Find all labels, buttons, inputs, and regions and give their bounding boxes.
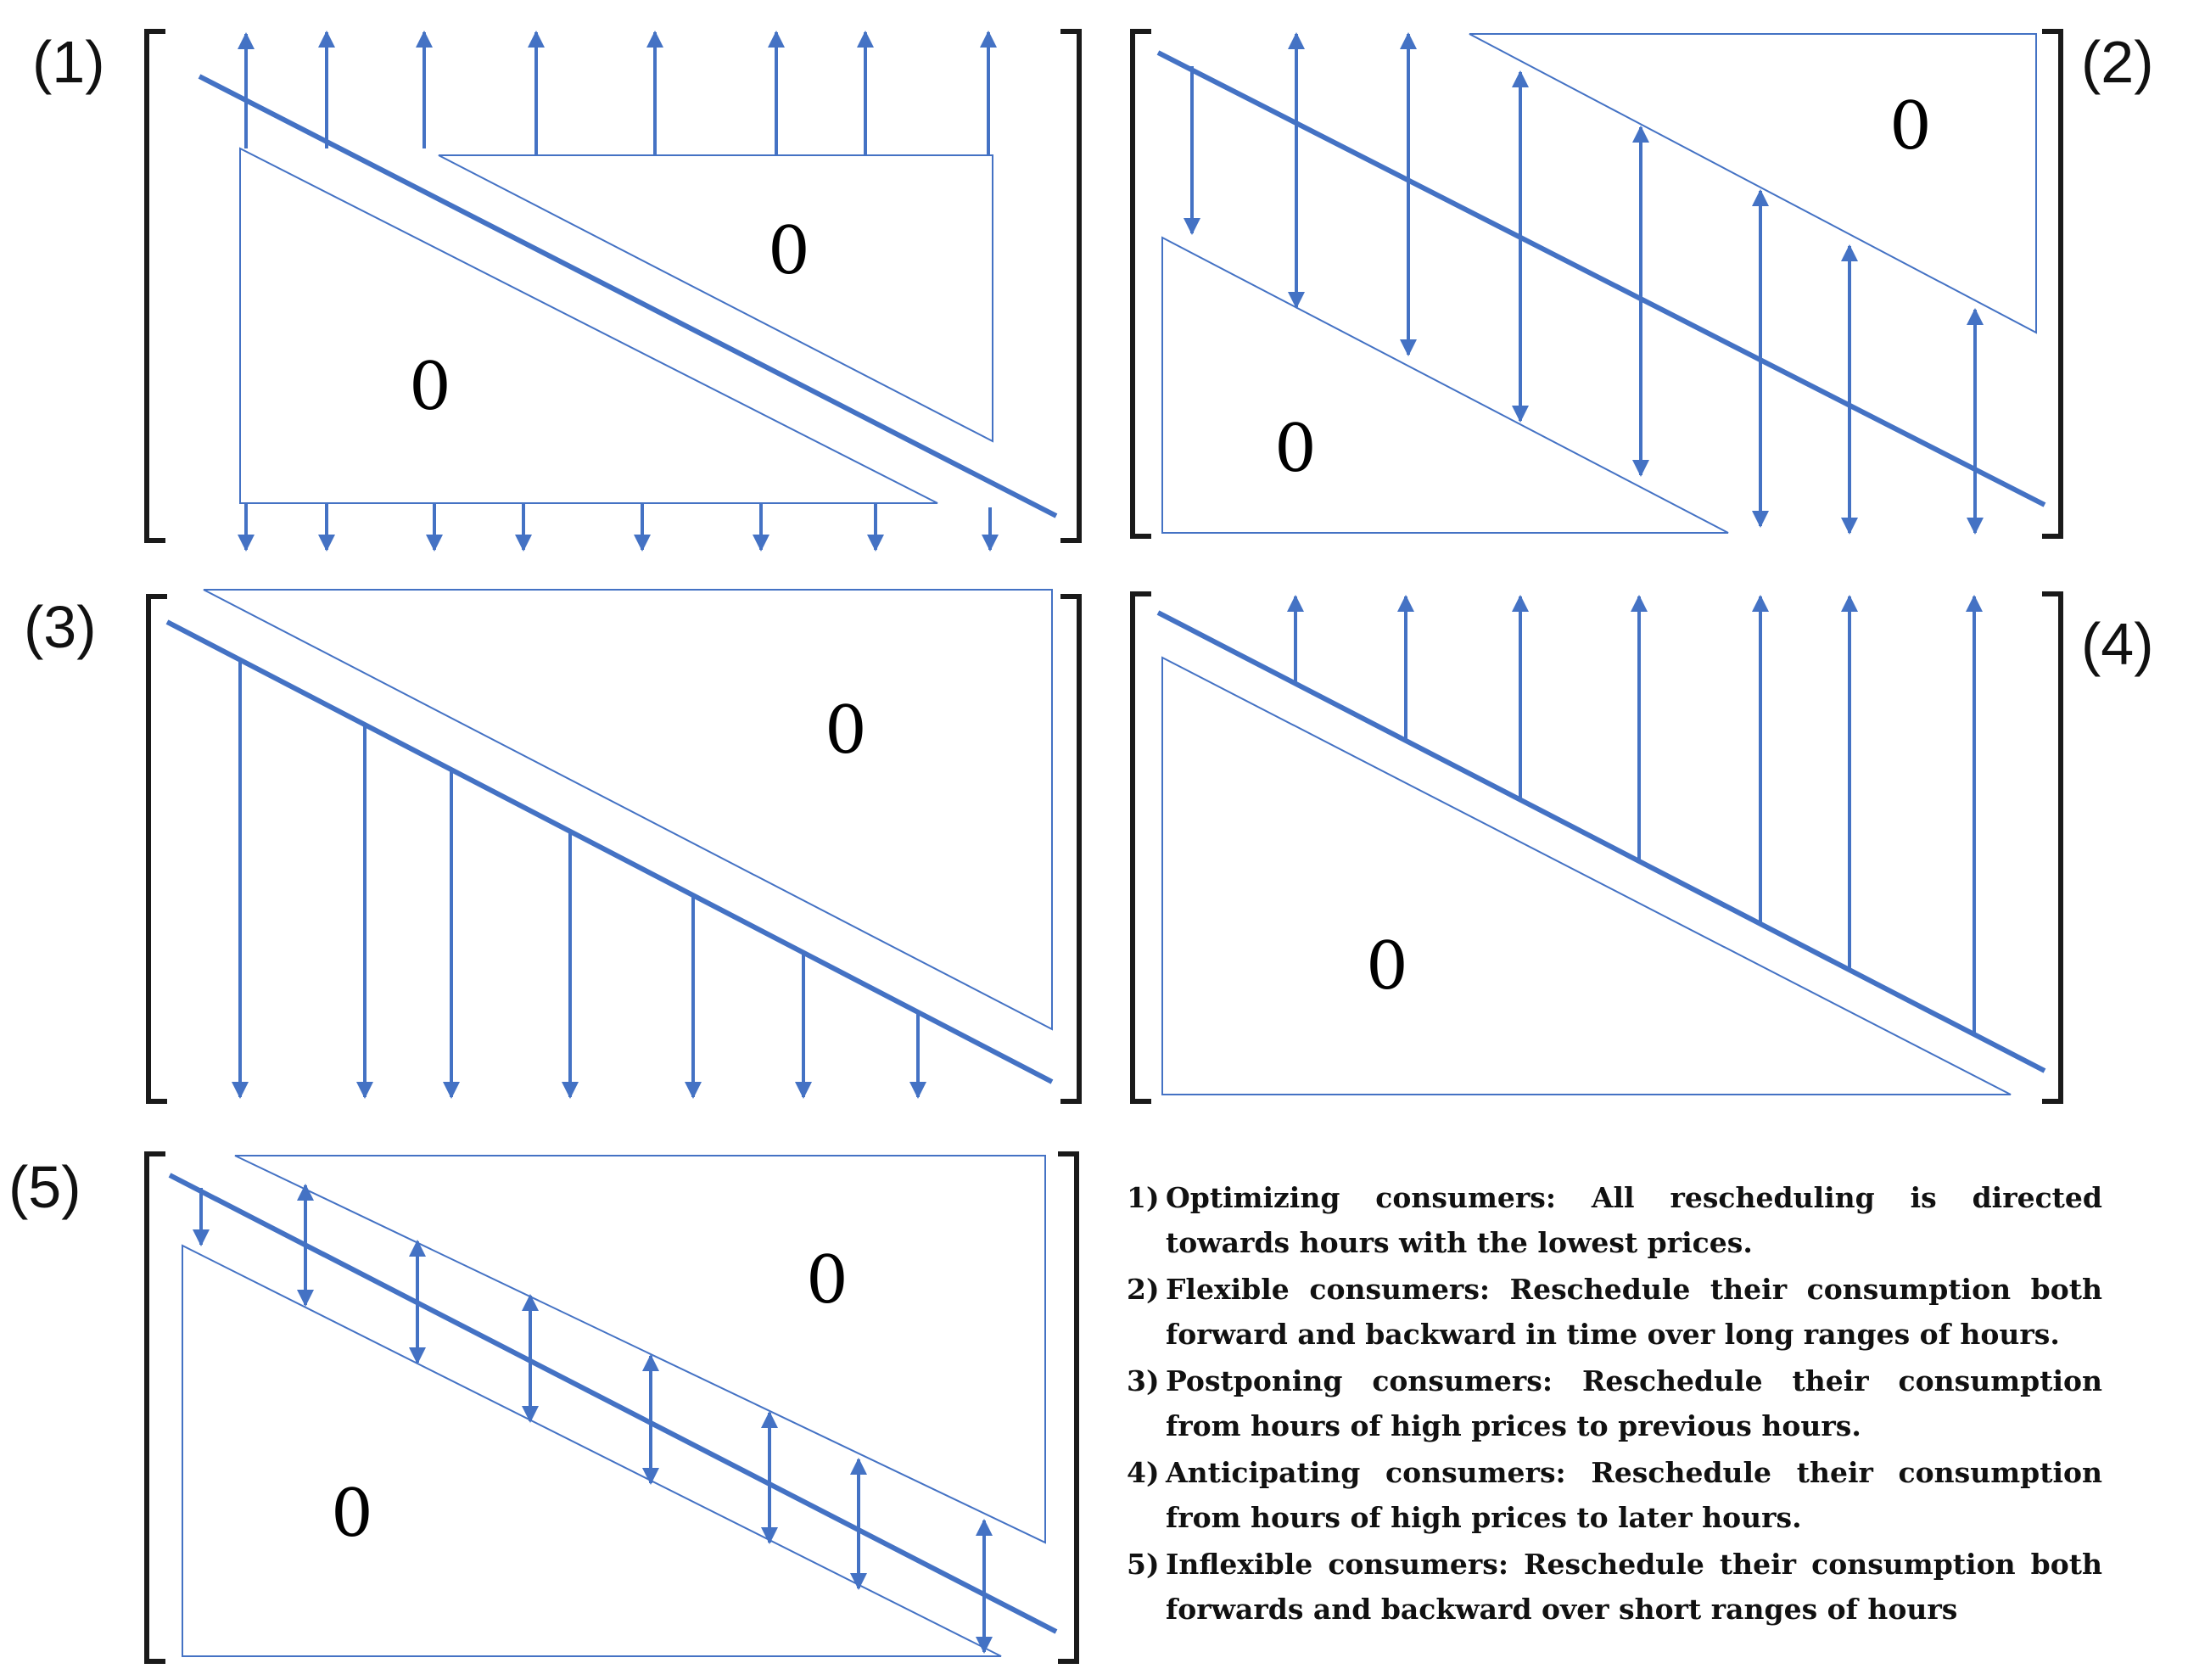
- legend-text: Flexible consumers: Reschedule their consumption both forward and backward in time over long ranges of hours.: [1166, 1273, 2102, 1351]
- panel-4-label: (4): [2081, 611, 2154, 677]
- panel-4-lower-triangle: [1162, 658, 2011, 1095]
- legend-number: 4): [1127, 1456, 1160, 1489]
- legend-text: Optimizing consumers: All rescheduling is directed towards hours with the lowest prices.: [1166, 1181, 2102, 1259]
- legend-item-1: [1127, 1175, 2102, 1265]
- panel-3-upper-triangle: [204, 590, 1052, 1029]
- panel-5-diagonal: [170, 1175, 1056, 1632]
- panel-4-diagonal: [1158, 613, 2045, 1071]
- panel-5-right-bracket: [1058, 1154, 1077, 1661]
- panel-3-zero-upper: 0: [825, 692, 867, 769]
- panel-3: [24, 590, 1079, 1101]
- legend-item-5: [1127, 1542, 2102, 1632]
- panel-1-right-bracket: [1060, 31, 1079, 540]
- panel-1-up-arrows: [246, 32, 988, 155]
- legend-text: Anticipating consumers: Reschedule their consumption from hours of high prices to later hours.: [1166, 1456, 2102, 1534]
- panel-4-left-bracket: [1133, 594, 1151, 1101]
- panel-1-upper-triangle: [439, 155, 993, 441]
- panel-1-lower-triangle: [240, 148, 937, 503]
- panel-2-right-bracket: [2042, 31, 2061, 536]
- panel-2-double-arrows: [1296, 34, 1975, 533]
- legend-number: 3): [1127, 1364, 1160, 1397]
- panel-2-label: (2): [2081, 29, 2154, 95]
- panel-3-right-bracket: [1060, 596, 1079, 1101]
- legend-text: Postponing consumers: Reschedule their consumption from hours of high prices to previous hours.: [1166, 1364, 2102, 1442]
- panel-3-down-arrows: [240, 660, 918, 1097]
- legend-number: 1): [1127, 1181, 1160, 1214]
- panel-5-zero-lower: 0: [331, 1476, 373, 1552]
- legend-number: 2): [1127, 1273, 1160, 1306]
- panel-5: [8, 1154, 1077, 1661]
- panel-3-diagonal: [167, 622, 1052, 1082]
- panel-2-zero-lower: 0: [1274, 411, 1317, 487]
- panel-5-left-bracket: [147, 1154, 165, 1661]
- panel-4-right-bracket: [2042, 594, 2061, 1101]
- panel-2-left-bracket: [1133, 31, 1151, 536]
- legend-item-4: [1127, 1450, 2102, 1540]
- panel-1-zero-upper: 0: [768, 213, 810, 289]
- legend-number: 5): [1127, 1548, 1160, 1581]
- panel-3-label: (3): [24, 594, 97, 660]
- legend-item-2: [1127, 1267, 2102, 1357]
- panel-4-zero-lower: 0: [1366, 928, 1408, 1005]
- panel-4: [1133, 594, 2154, 1101]
- panel-5-zero-upper: 0: [806, 1242, 848, 1319]
- legend-text: Inflexible consumers: Reschedule their consumption both forwards and backward over short ranges of hours: [1166, 1548, 2102, 1626]
- panel-5-label: (5): [8, 1154, 81, 1220]
- panel-1-down-arrows: [246, 503, 990, 550]
- panel-2: [1133, 29, 2154, 536]
- panel-3-left-bracket: [148, 596, 167, 1101]
- legend: [1127, 1175, 2102, 1633]
- panel-5-lower-triangle: [182, 1246, 1001, 1656]
- panel-1-label: (1): [32, 29, 105, 95]
- panel-1-zero-lower: 0: [409, 349, 451, 425]
- panel-2-zero-upper: 0: [1889, 88, 1932, 165]
- panel-1: [32, 29, 1079, 550]
- panel-1-left-bracket: [147, 31, 165, 540]
- panel-2-upper-triangle: [1469, 34, 2036, 333]
- panel-2-lower-triangle: [1162, 238, 1728, 533]
- legend-item-3: [1127, 1358, 2102, 1448]
